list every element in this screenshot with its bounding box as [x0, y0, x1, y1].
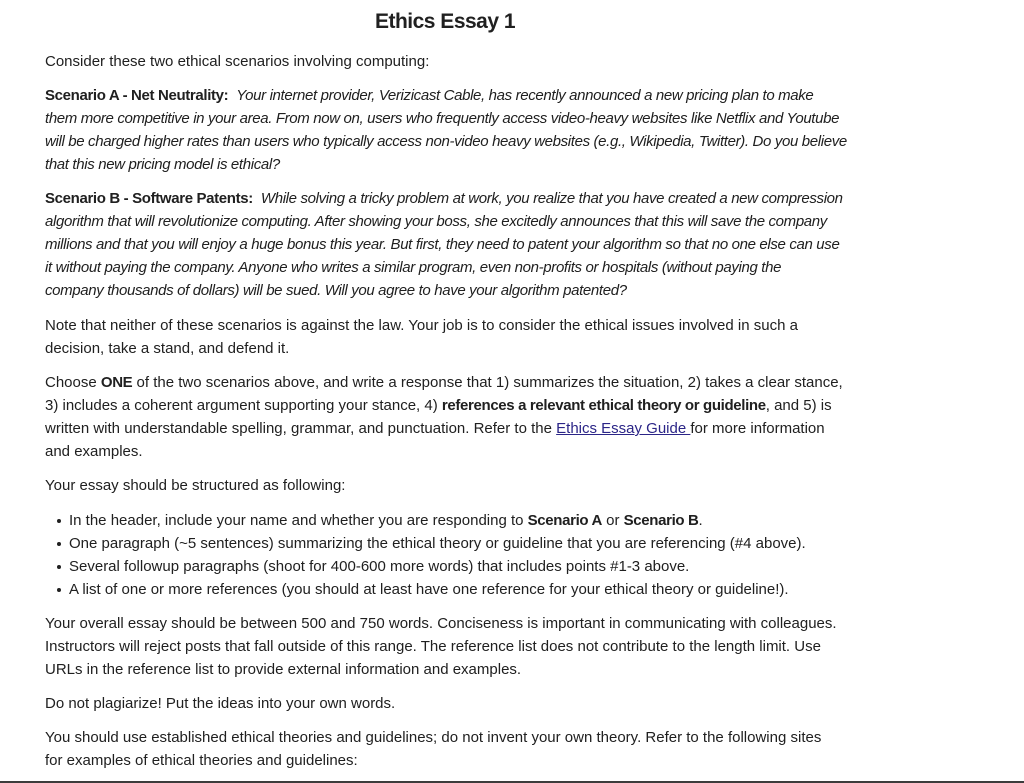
- intro-text: Consider these two ethical scenarios involving computing:: [45, 53, 430, 70]
- structure-heading-text: Your essay should be structured as following:: [45, 477, 346, 494]
- instructions-line: and examples.: [45, 443, 143, 460]
- structure-list: [45, 509, 865, 601]
- scenario-b-paragraph: [45, 187, 865, 302]
- theories-text: for examples of ethical theories and guidelines:: [45, 752, 358, 769]
- scenario-a-text: Your internet provider, Verizicast Cable, has recently announced a new pricing plan to make: [236, 87, 814, 104]
- theories-text: You should use established ethical theories and guidelines; do not invent your own theory. Refer to the following sites: [45, 729, 822, 746]
- scenario-a-line: [45, 84, 865, 107]
- length-paragraph: [45, 612, 865, 681]
- emphasis-ethical-theory: references a relevant ethical theory or guideline: [441, 397, 766, 414]
- emphasis-one: ONE: [100, 374, 133, 391]
- scenario-b-label: Scenario B - Software Patents:: [45, 190, 253, 207]
- list-item: [45, 555, 865, 578]
- instructions-text: of the two scenarios above, and write a response that 1) summarizes the situation, 2) takes a clear stance,: [132, 374, 843, 391]
- list-item-text: In the header, include your name and whether you are responding to: [69, 512, 528, 529]
- legality-note-text: Note that neither of these scenarios is against the law. Your job is to consider the ethical issues involved in such a: [45, 317, 798, 334]
- list-item-text: A list of one or more references (you should at least have one reference for your ethical theory or guideline!).: [69, 581, 789, 598]
- scenario-b-text: algorithm that will revolutionize computing. After showing your boss, she excitedly announces that this will save the company: [45, 213, 827, 230]
- scenario-b-text: company thousands of dollars) will be sued. Will you agree to have your algorithm patented?: [45, 282, 627, 299]
- length-text: Your overall essay should be between 500 and 750 words. Conciseness is important in communicating with colleagues.: [45, 615, 837, 632]
- structure-heading: [45, 474, 865, 497]
- instructions-line: [45, 417, 865, 440]
- length-text: Instructors will reject posts that fall outside of this range. The reference list does not contribute to the length limit. Use: [45, 638, 821, 655]
- list-item: [45, 509, 865, 532]
- list-item: [45, 532, 865, 555]
- emphasis-scenario-a: Scenario A: [527, 512, 602, 529]
- list-item-text: .: [698, 512, 703, 529]
- ethics-essay-guide-link[interactable]: Ethics Essay Guide: [556, 420, 691, 437]
- instructions-paragraph: [45, 371, 865, 463]
- legality-note-text: decision, take a stand, and defend it.: [45, 340, 290, 357]
- instructions-line: [45, 371, 865, 394]
- length-text: URLs in the reference list to provide external information and examples.: [45, 661, 522, 678]
- theories-paragraph: [45, 726, 865, 772]
- scenario-a-text: that this new pricing model is ethical?: [45, 156, 280, 173]
- instructions-text: Choose: [45, 374, 101, 391]
- assignment-content: [45, 0, 865, 772]
- emphasis-scenario-b: Scenario B: [623, 512, 699, 529]
- scenario-b-text: it without paying the company. Anyone who writes a similar program, even non-profits or hospitals (without paying the: [45, 259, 782, 276]
- page-title: Ethics Essay 1: [374, 10, 516, 33]
- scenario-b-text: While solving a tricky problem at work, you realize that you have created a new compression: [260, 190, 843, 207]
- plagiarism-text: Do not plagiarize! Put the ideas into your own words.: [45, 695, 396, 712]
- list-item-text: Several followup paragraphs (shoot for 400-600 more words) that includes points #1-3 above.: [69, 558, 690, 575]
- list-item: [45, 578, 865, 601]
- instructions-line: [45, 394, 865, 417]
- scenario-b-text: millions and that you will enjoy a huge bonus this year. But first, they need to patent your algorithm so that no one else can use: [45, 236, 840, 253]
- instructions-text: 3) includes a coherent argument supporting your stance, 4): [45, 397, 442, 414]
- intro-paragraph: [45, 50, 865, 73]
- list-item-text: or: [601, 512, 624, 529]
- instructions-text: for more information: [690, 420, 825, 437]
- instructions-text: , and 5) is: [765, 397, 832, 414]
- list-item-text: One paragraph (~5 sentences) summarizing the ethical theory or guideline that you are referencing (#4 above).: [69, 535, 806, 552]
- legality-note-paragraph: [45, 314, 865, 360]
- scenario-a-text: will be charged higher rates than users who typically access non-video heavy websites (e.g., Wikipedia, Twitter). Do you believe: [45, 133, 847, 150]
- scenario-a-label: Scenario A - Net Neutrality:: [45, 87, 229, 104]
- scenario-a-paragraph: [45, 84, 865, 176]
- scenario-a-text: them more competitive in your area. From now on, users who frequently access video-heavy websites like Netflix and Youtube: [45, 110, 840, 127]
- plagiarism-paragraph: [45, 692, 865, 715]
- scenario-b-line: [45, 187, 865, 210]
- instructions-text: written with understandable spelling, grammar, and punctuation. Refer to the: [45, 420, 557, 437]
